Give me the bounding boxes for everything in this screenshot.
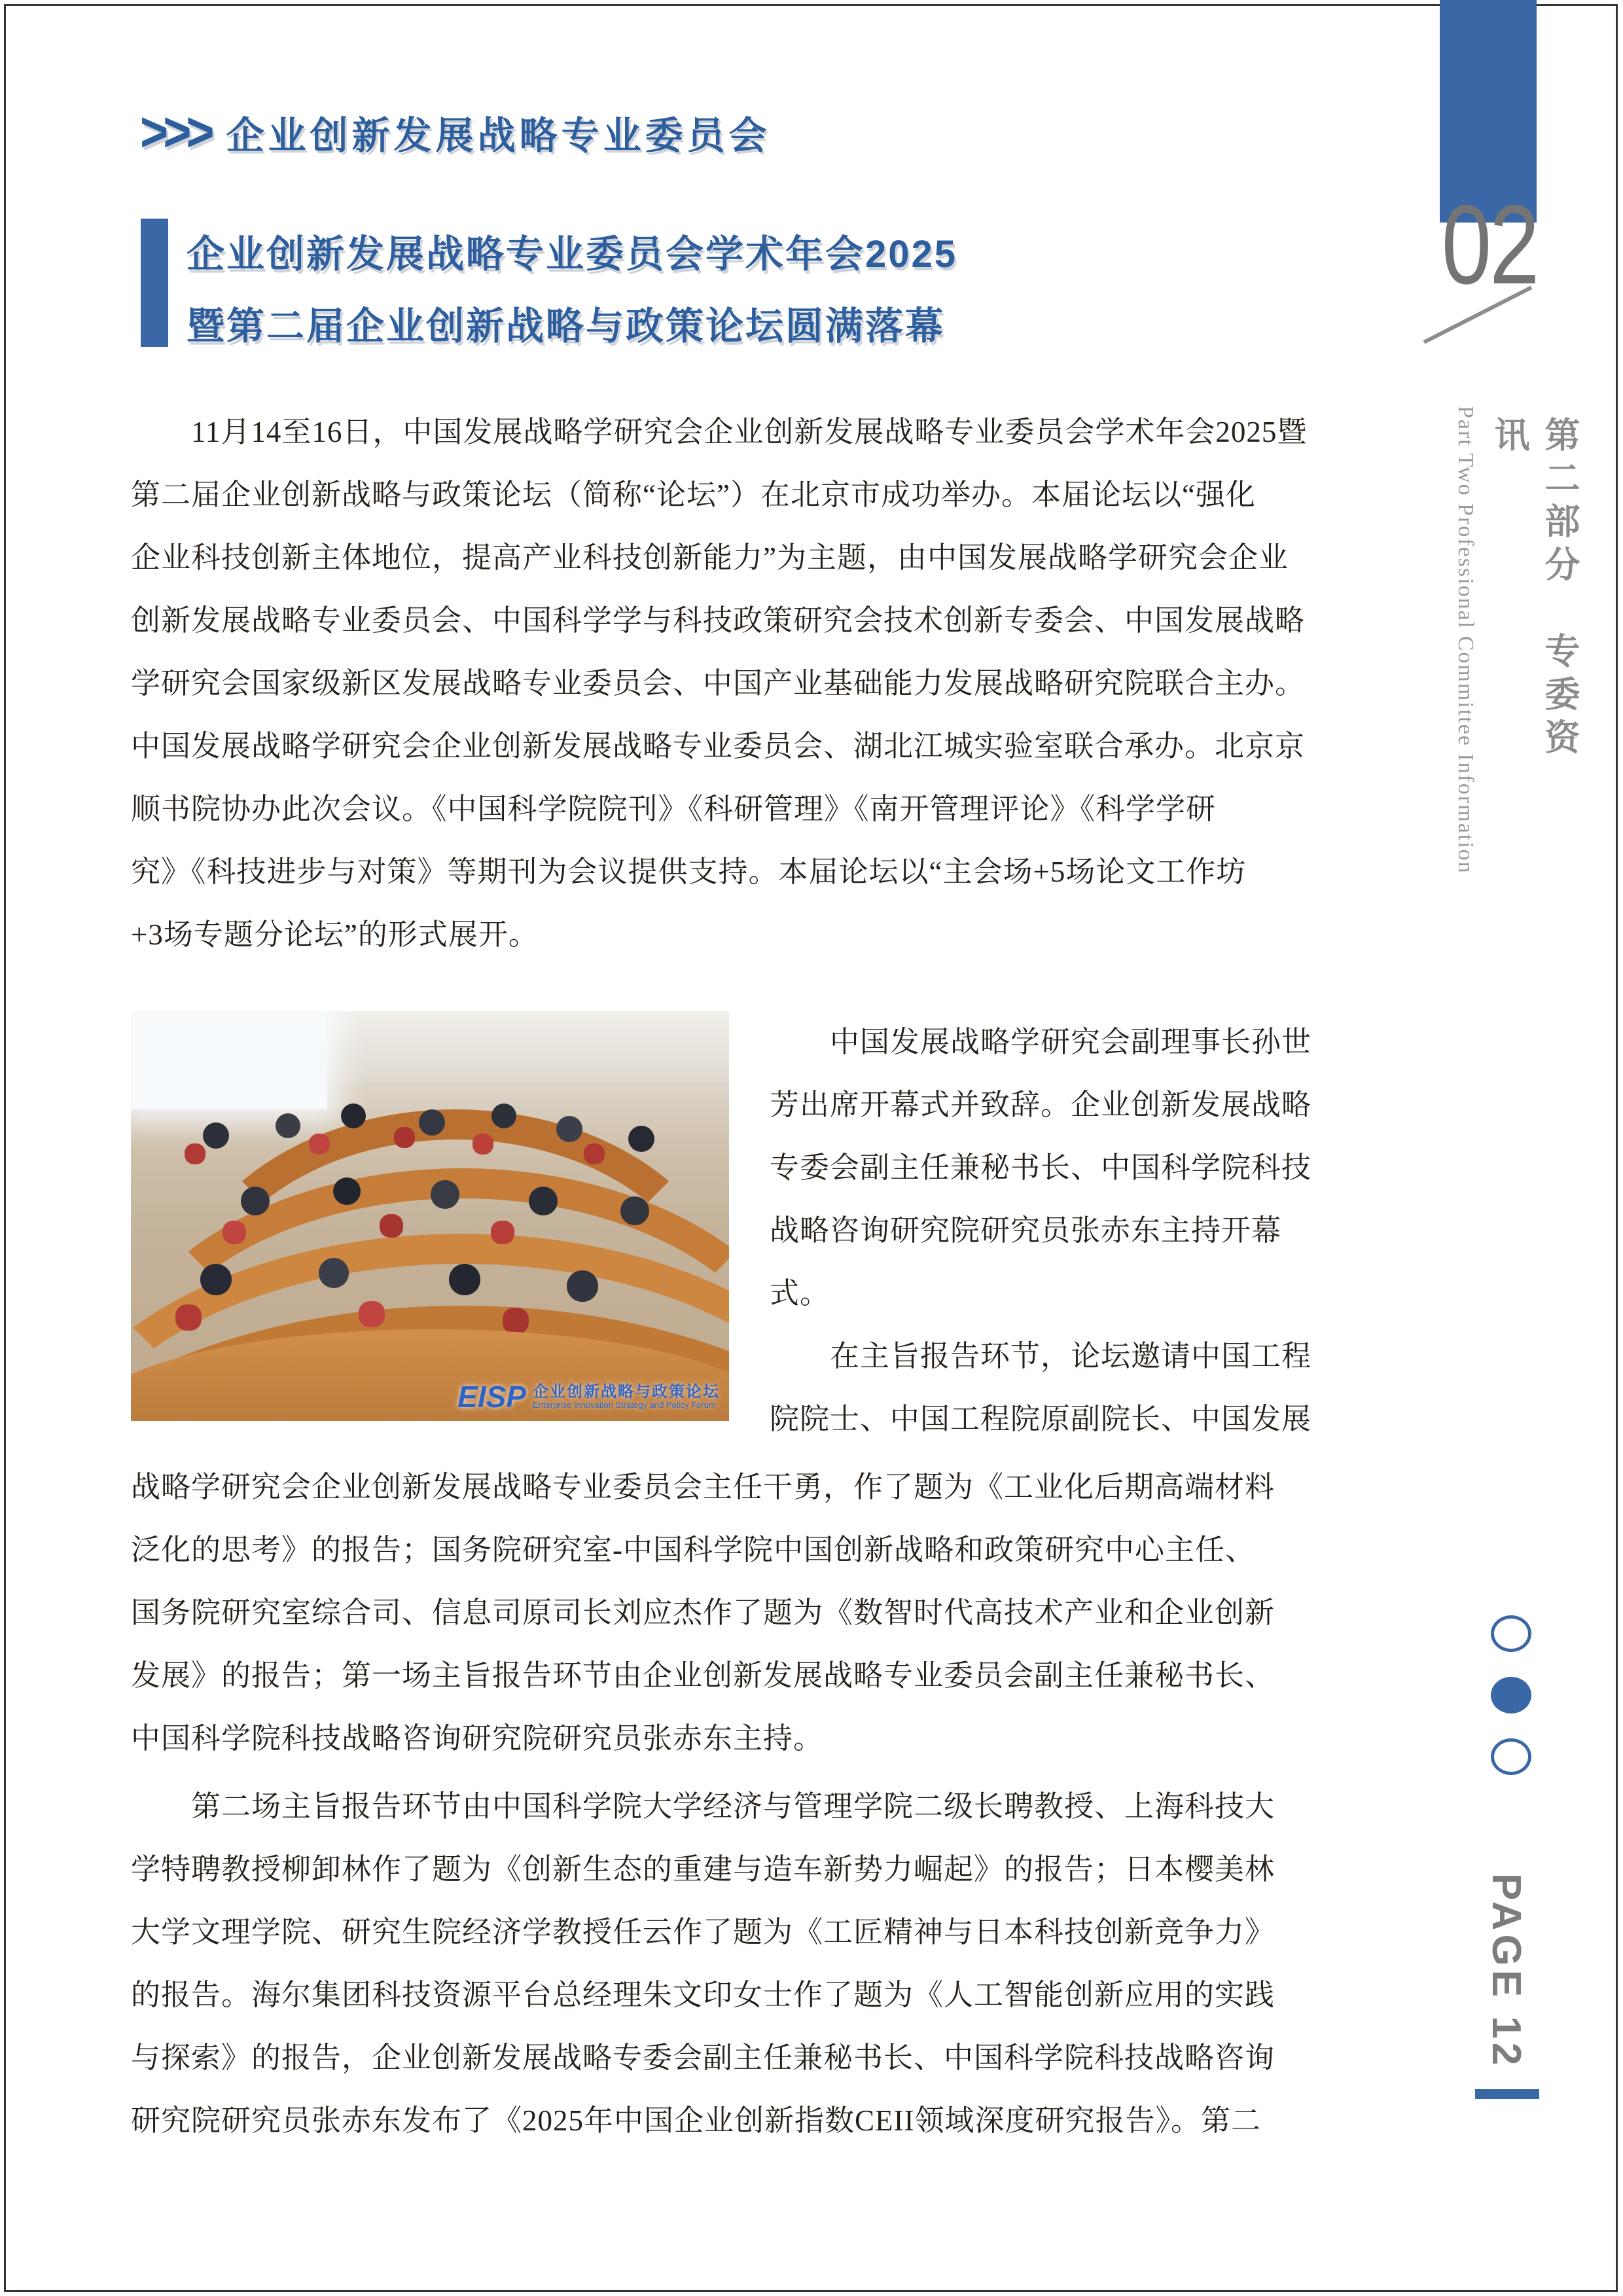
paragraph-below-photo bbox=[131, 1456, 1364, 1770]
text-line: 芳出席开幕式并致辞。企业创新发展战略 bbox=[770, 1088, 1312, 1121]
text-line: 与探索》的报告，企业创新发展战略专委会副主任兼秘书长、中国科学院科技战略咨询 bbox=[131, 2041, 1275, 2074]
text-line: 战略咨询研究院研究员张赤东主持开幕 bbox=[770, 1214, 1282, 1247]
chevrons-icon: >>> bbox=[140, 100, 209, 164]
paragraph-2 bbox=[131, 1775, 1364, 2152]
article-title-line1: 企业创新发展战略专业委员会学术年会2025 bbox=[187, 233, 958, 276]
photo-screen-glow bbox=[131, 1011, 327, 1109]
text-line: 泛化的思考》的报告；国务院研究室-中国科学院中国创新战略和政策研究中心主任、 bbox=[131, 1534, 1255, 1566]
page-number-accent-bar bbox=[1475, 2089, 1539, 2099]
text-line: 第二届企业创新战略与政策论坛（简称“论坛”）在北京市成功举办。本届论坛以“强化 bbox=[131, 478, 1256, 511]
conference-photo bbox=[131, 1011, 729, 1421]
text-line: 发展》的报告；第一场主旨报告环节由企业创新发展战略专业委员会副主任兼秘书长、 bbox=[131, 1659, 1275, 1692]
text-line: 战略学研究会企业创新发展战略专业委员会主任干勇，作了题为《工业化后期高端材料 bbox=[131, 1471, 1275, 1503]
text-line: 学特聘教授柳卸林作了题为《创新生态的重建与造车新势力崛起》的报告；日本樱美林 bbox=[131, 1853, 1275, 1886]
section-title-cn: 第二部分 专委资讯 bbox=[1489, 416, 1579, 762]
text-line: 专委会副主任兼秘书长、中国科学院科技 bbox=[770, 1151, 1312, 1184]
text-line: 式。 bbox=[770, 1277, 830, 1310]
photo-audience bbox=[131, 1011, 144, 1024]
text-line: 创新发展战略专业委员会、中国科学学与科技政策研究会技术创新专委会、中国发展战略 bbox=[131, 604, 1306, 637]
text-line: 第二场主旨报告环节由中国科学院大学经济与管理学院二级长聘教授、上海科技大 bbox=[131, 1790, 1275, 1823]
text-line: 中国发展战略学研究会副理事长孙世 bbox=[770, 1026, 1312, 1058]
page-number-label: PAGE 12 bbox=[1484, 1873, 1529, 2070]
text-line: 的报告。海尔集团科技资源平台总经理朱文印女士作了题为《人工智能创新应用的实践 bbox=[131, 1979, 1275, 2011]
text-line: 研究院研究员张赤东发布了《2025年中国企业创新指数CEII领域深度研究报告》。第二 bbox=[131, 2104, 1261, 2137]
text-line: 国务院研究室综合司、信息司原司长刘应杰作了题为《数智时代高技术产业和企业创新 bbox=[131, 1596, 1275, 1629]
dot-outline bbox=[1491, 1738, 1531, 1775]
forum-logo bbox=[457, 1379, 720, 1414]
article-title-line2: 暨第二届企业创新战略与政策论坛圆满落幕 bbox=[187, 305, 946, 348]
text-line: 院院士、中国工程院原副院长、中国发展 bbox=[770, 1403, 1312, 1435]
running-header bbox=[140, 100, 771, 164]
text-line: +3场专题分论坛”的形式展开。 bbox=[131, 918, 539, 951]
section-title-en: Part Two Professional Committee Information bbox=[1454, 406, 1478, 874]
text-line: 究》《科技进步与对策》等期刊为会议提供支持。本届论坛以“主会场+5场论文工作坊 bbox=[131, 855, 1247, 888]
forum-logo-cn: 企业创新战略与政策论坛 bbox=[533, 1382, 720, 1401]
article-title bbox=[187, 219, 957, 363]
text-line: 中国发展战略学研究会企业创新发展战略专业委员会、湖北江城实验室联合承办。北京京 bbox=[131, 730, 1306, 762]
article-title-block bbox=[141, 219, 957, 363]
forum-logo-en: Enterprise Innovation Strategy and Policy Forum bbox=[533, 1400, 716, 1410]
text-line: 企业科技创新主体地位，提高产业科技创新能力”为主题，由中国发展战略学研究会企业 bbox=[131, 541, 1289, 574]
text-line: 11月14至16日，中国发展战略学研究会企业创新发展战略专业委员会学术年会2025暨 bbox=[131, 416, 1308, 448]
title-accent-bar bbox=[141, 219, 168, 347]
paragraph-1 bbox=[131, 401, 1364, 966]
paragraph-beside-photo bbox=[770, 1011, 1363, 1450]
dot-outline bbox=[1491, 1615, 1531, 1652]
text-line: 学研究会国家级新区发展战略专业委员会、中国产业基础能力发展战略研究院联合主办。 bbox=[131, 667, 1306, 700]
text-line: 顺书院协办此次会议。《中国科学院院刊》《科研管理》《南开管理评论》《科学学研 bbox=[131, 793, 1217, 825]
text-line: 中国科学院科技战略咨询研究院研究员张赤东主持。 bbox=[131, 1722, 824, 1755]
text-line: 在主旨报告环节，论坛邀请中国工程 bbox=[770, 1340, 1312, 1372]
pagination-dots bbox=[1491, 1615, 1531, 1800]
dot-filled bbox=[1491, 1677, 1531, 1713]
text-line: 大学文理学院、研究生院经济学教授任云作了题为《工匠精神与日本科技创新竞争力》 bbox=[131, 1916, 1275, 1948]
section-number: 02 bbox=[1441, 182, 1538, 308]
running-header-title: 企业创新发展战略专业委员会 bbox=[226, 115, 771, 157]
forum-logo-abbr: EISP bbox=[457, 1380, 526, 1414]
